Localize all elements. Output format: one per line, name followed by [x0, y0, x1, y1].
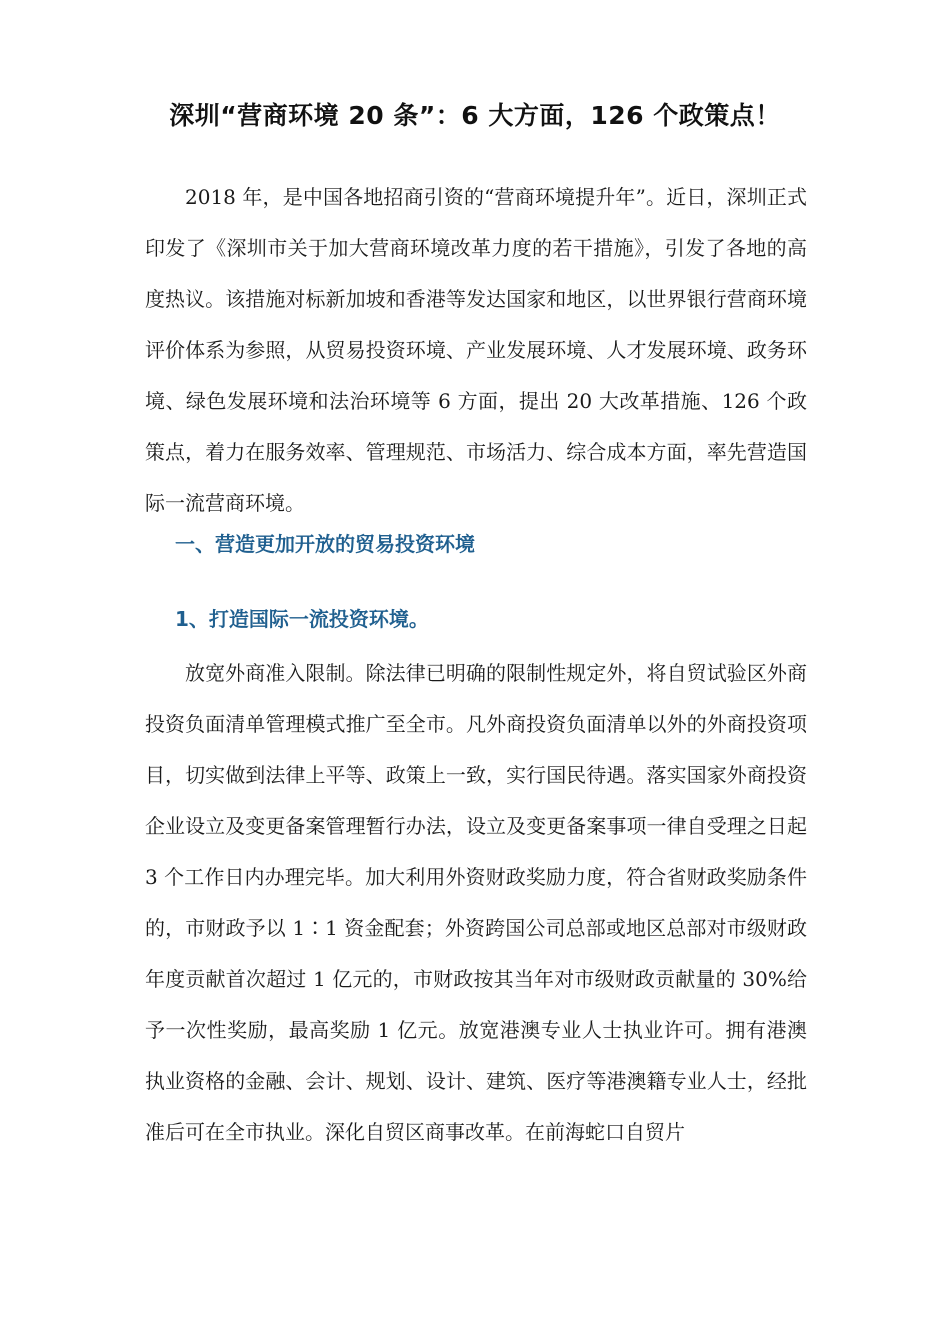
section-heading: 一、营造更加开放的贸易投资环境	[175, 532, 475, 556]
intro-paragraph: 2018 年，是中国各地招商引资的“营商环境提升年”。近日，深圳正式印发了《深圳市关于加大营商环境改革力度的若干措施》，引发了各地的高度热议。该措施对标新加坡和香港等发达国家和地区，以世界银行营商环境评价体系为参照，从贸易投资环境、产业发展环境、人才发展环境、政务环境、绿色发展环境和法治环境等 6 方面，提出 20 大改革措施、126 个政策点，着力在服务效率、管理规范、市场活力、综合成本方面，率先营造国际一流营商环境。	[145, 185, 807, 515]
subsection-heading: 1、打造国际一流投资环境。	[175, 607, 429, 631]
body-paragraph: 放宽外商准入限制。除法律已明确的限制性规定外，将自贸试验区外商投资负面清单管理模式推广至全市。凡外商投资负面清单以外的外商投资项目，切实做到法律上平等、政策上一致，实行国民待遇。落实国家外商投资企业设立及变更备案管理暂行办法，设立及变更备案事项一律自受理之日起 3 个工作日内办理完毕。加大利用外资财政奖励力度，符合省财政奖励条件的，市财政予以 1∶1 资金配套；外资跨国公司总部或地区总部对市级财政年度贡献首次超过 1 亿元的，市财政按其当年对市级财政贡献量的 30%给予一次性奖励，最高奖励 1 亿元。放宽港澳专业人士执业许可。拥有港澳执业资格的金融、会计、规划、设计、建筑、医疗等港澳籍专业人士，经批准后可在全市执业。深化自贸区商事改革。在前海蛇口自贸片	[145, 661, 807, 1144]
document-title: 深圳“营商环境 20 条”：6 大方面，126 个政策点！	[169, 101, 781, 130]
